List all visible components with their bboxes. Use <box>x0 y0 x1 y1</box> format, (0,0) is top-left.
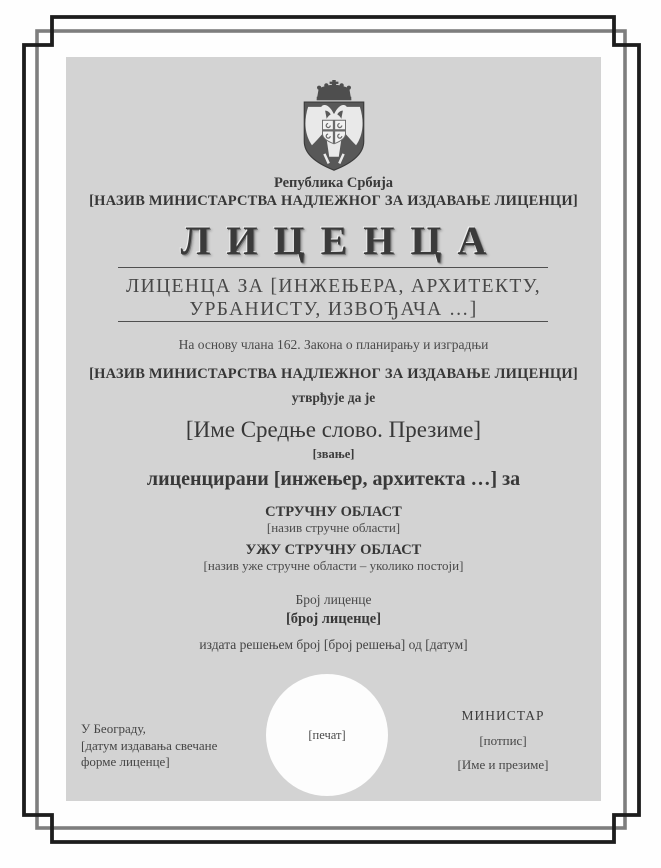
narrow-field-label: УЖУ СТРУЧНУ ОБЛАСТ <box>245 542 422 558</box>
issue-date-placeholder-line1: [датум издавања свечане <box>81 737 218 753</box>
license-number-placeholder: [број лиценце] <box>285 611 382 627</box>
professional-field-label: СТРУЧНУ ОБЛАСТ <box>265 504 402 520</box>
serbia-coat-of-arms-icon <box>295 80 373 174</box>
ministry-name-placeholder: [НАЗИВ МИНИСТАРСТВА НАДЛЕЖНОГ ЗА ИЗДАВАЊЕ ЛИЦЕНЦИ] <box>89 193 578 209</box>
minister-signature-block <box>403 708 603 773</box>
issuing-ministry-placeholder: [НАЗИВ МИНИСТАРСТВА НАДЛЕЖНОГ ЗА ИЗДАВАЊЕ ЛИЦЕНЦИ] <box>89 366 578 382</box>
seal-placeholder: [печат] <box>308 727 346 742</box>
license-number-label: Број лиценце <box>295 592 372 607</box>
narrow-field-placeholder: [назив уже стручне области – уколико постоји] <box>203 558 464 573</box>
divider-rule-top <box>118 267 548 268</box>
issue-date-placeholder-line2: форме лиценце] <box>81 754 170 769</box>
licensed-profession-line: лиценцирани [инжењер, архитекта …] за <box>146 468 521 490</box>
signature-placeholder: [потпис] <box>479 733 527 748</box>
country-name: Република Србија <box>273 175 394 191</box>
subtitle-line-1: ЛИЦЕНЦА ЗА [ИНЖЕЊЕРА, АРХИТЕКТУ, <box>125 276 542 297</box>
subtitle-line-2: УРБАНИСТУ, ИЗВОЂАЧА …] <box>189 299 478 320</box>
professional-field-placeholder: [назив стручне области] <box>266 520 401 535</box>
minister-label: МИНИСТАР <box>461 708 545 723</box>
holder-name-placeholder: [Име Средње слово. Презиме] <box>185 417 482 442</box>
place-and-date-block <box>81 721 217 771</box>
certificate-body-panel <box>66 57 601 801</box>
issued-by-decision-line: издата решењем број [број решења] од [датум] <box>199 637 468 652</box>
divider-rule-bottom <box>118 321 548 322</box>
place-line: У Београду, <box>81 721 146 736</box>
legal-basis-line: На основу члана 162. Закона о планирању и изградњи <box>178 337 489 352</box>
degree-placeholder: [звање] <box>312 447 355 461</box>
minister-name-placeholder: [Име и презиме] <box>457 757 549 772</box>
declaration-line: утврђује да је <box>291 390 376 405</box>
official-seal-circle <box>266 674 388 796</box>
certificate-title: ЛИЦЕНЦА <box>180 218 503 263</box>
